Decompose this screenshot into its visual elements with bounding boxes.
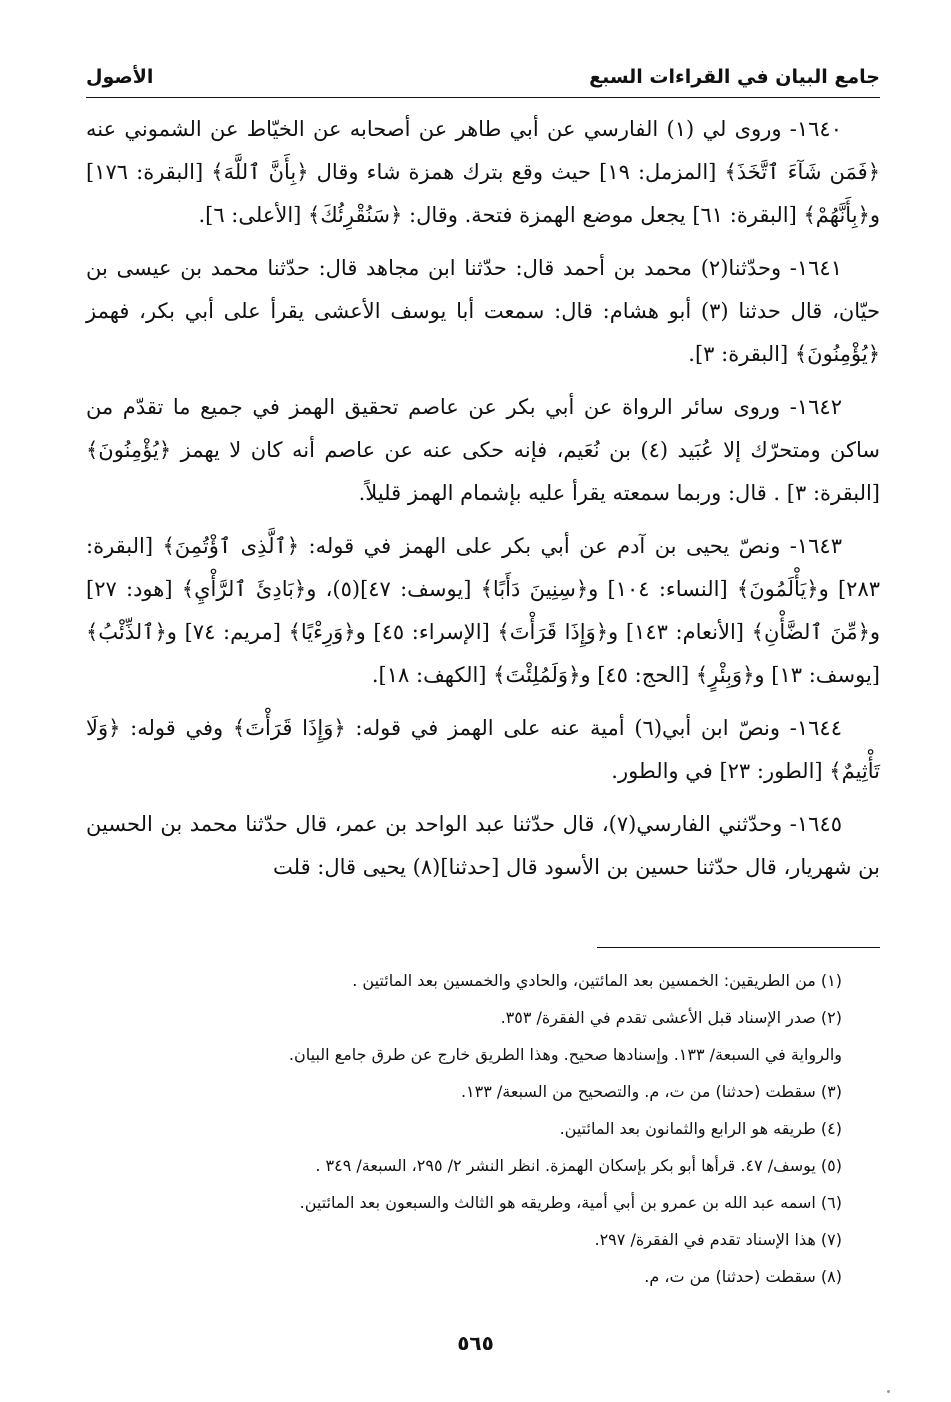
main-text — [86, 108, 880, 889]
paragraph-1643: ١٦٤٣- ونصّ يحيى بن آدم عن أبي بكر على الهمز في قوله: ﴿ٱلَّذِى ٱؤْتُمِنَ﴾ [البقرة: ٢٨٣] و﴿يَأْلَمُونَ﴾ [النساء: ١٠٤] و﴿سِنِينَ دَأَبًا﴾ [يوسف: ٤٧](٥)، و﴿بَادِئَ ٱلرَّأْيِ﴾ [هود: ٢٧] و﴿مِّنَ ٱلضَّأْنِ﴾ [الأنعام: ١٤٣] و﴿وَإِذَا قَرَأْتَ﴾ [الإسراء: ٤٥] و﴿وَرِءْيًا﴾ [مريم: ٧٤] و﴿ٱلذِّئْبُ﴾ [يوسف: ١٣] و﴿وَبِئْرٍ﴾ [الحج: ٤٥] و﴿وَلَمُلِئْتَ﴾ [الكهف: ١٨]. — [86, 534, 881, 687]
paragraph-1644: ١٦٤٤- ونصّ ابن أبي(٦) أمية عنه على الهمز في قوله: ﴿وَإِذَا قَرَأْتَ﴾ وفي قوله: ﴿وَلَا تَأْثِيمٌ﴾ [الطور: ٢٣] في والطور. — [86, 716, 880, 783]
footnote-5: (٥) يوسف/ ٤٧. قرأها أبو بكر بإسكان الهمزة. انظر النشر ٢/ ٢٩٥، السبعة/ ٣٤٩ . — [315, 1156, 842, 1175]
scan-speck — [887, 1390, 890, 1393]
running-header — [86, 58, 880, 96]
footnote-7: (٧) هذا الإسناد تقدم في الفقرة/ ٢٩٧. — [594, 1230, 842, 1249]
footnote-3: (٣) سقطت (حدثنا) من ت، م. والتصحيح من السبعة/ ١٣٣. — [460, 1082, 842, 1101]
footnotes — [86, 962, 880, 1295]
section-title: الأصول — [86, 66, 154, 88]
footnote-1: (١) من الطريقين: الخمسين بعد المائتين، والحادي والخمسين بعد المائتين . — [352, 971, 842, 990]
page-number: ٥٦٥ — [457, 1331, 494, 1355]
footnote-2-continued: والرواية في السبعة/ ١٣٣. وإسنادها صحيح. وهذا الطريق خارج عن طرق جامع البيان. — [288, 1045, 842, 1064]
footnote-8: (٨) سقطت (حدثنا) من ت، م. — [644, 1267, 842, 1286]
header-rule — [86, 97, 880, 98]
book-title: جامع البيان في القراءات السبع — [589, 66, 880, 88]
footnote-6: (٦) اسمه عبد الله بن عمرو بن أبي أمية، وطريقه هو الثالث والسبعون بعد المائتين. — [299, 1193, 842, 1212]
paragraph-1641: ١٦٤١- وحدّثنا(٢) محمد بن أحمد قال: حدّثنا ابن مجاهد قال: حدّثنا محمد بن عيسى بن حيّان، قال حدثنا (٣) أبو هشام: قال: سمعت أبا يوسف الأعشى يقرأ على أبي بكر، فهمز ﴿يُؤْمِنُونَ﴾ [البقرة: ٣]. — [86, 256, 880, 366]
footnote-4: (٤) طريقه هو الرابع والثمانون بعد المائتين. — [559, 1119, 842, 1138]
paragraph-1640: ١٦٤٠- وروى لي (١) الفارسي عن أبي طاهر عن أصحابه عن الخيّاط عن الشموني عنه ﴿فَمَن شَآءَ ٱتَّخَذَ﴾ [المزمل: ١٩] حيث وقع بترك همزة شاء وقال ﴿بِأَنَّ ٱللَّهَ﴾ [البقرة: ١٧٦] و﴿بِأَنَّهُمْ﴾ [البقرة: ٦١] يجعل موضع الهمزة فتحة. وقال: ﴿سَنُقْرِئُكَ﴾ [الأعلى: ٦]. — [86, 117, 881, 227]
footnote-rule — [597, 947, 880, 948]
footnote-2: (٢) صدر الإسناد قبل الأعشى تقدم في الفقرة/ ٣٥٣. — [500, 1008, 842, 1027]
paragraph-1642: ١٦٤٢- وروى سائر الرواة عن أبي بكر عن عاصم تحقيق الهمز في جميع ما تقدّم من ساكن ومتحرّك إلا عُبَيد (٤) بن نُعَيم، فإنه حكى عنه عن عاصم أنه كان لا يهمز ﴿يُؤْمِنُونَ﴾ [البقرة: ٣] . قال: وربما سمعته يقرأ عليه بإشمام الهمز قليلاً. — [86, 395, 881, 505]
paragraph-1645: ١٦٤٥- وحدّثني الفارسي(٧)، قال حدّثنا عبد الواحد بن عمر، قال حدّثنا محمد بن الحسين بن شهريار، قال حدّثنا حسين بن الأسود قال [حدثنا](٨) يحيى قال: قلت — [86, 812, 880, 879]
